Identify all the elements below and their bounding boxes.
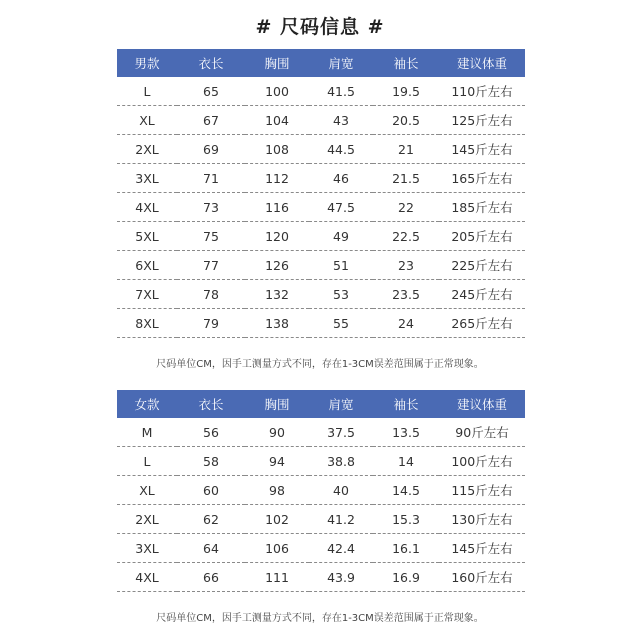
cell-sleeve: 23.5 [373, 280, 439, 309]
table-header-row [117, 49, 525, 77]
cell-size: 4XL [117, 193, 177, 222]
column-header-sleeve: 袖长 [373, 390, 439, 418]
cell-shoulder: 53 [309, 280, 373, 309]
cell-shoulder: 41.5 [309, 77, 373, 106]
cell-length: 60 [177, 476, 245, 505]
column-header-shoulder: 肩宽 [309, 49, 373, 77]
cell-weight: 245斤左右 [439, 280, 525, 309]
cell-length: 66 [177, 563, 245, 592]
table-row [117, 418, 525, 447]
column-header-chest: 胸围 [245, 49, 309, 77]
cell-size: 6XL [117, 251, 177, 280]
cell-length: 67 [177, 106, 245, 135]
cell-sleeve: 21 [373, 135, 439, 164]
cell-size: 3XL [117, 534, 177, 563]
cell-shoulder: 38.8 [309, 447, 373, 476]
cell-weight: 110斤左右 [439, 77, 525, 106]
cell-chest: 120 [245, 222, 309, 251]
cell-size: M [117, 418, 177, 447]
cell-sleeve: 21.5 [373, 164, 439, 193]
cell-chest: 132 [245, 280, 309, 309]
cell-sleeve: 22.5 [373, 222, 439, 251]
men-size-table [117, 49, 525, 338]
cell-size: XL [117, 476, 177, 505]
cell-shoulder: 43.9 [309, 563, 373, 592]
column-header-chest: 胸围 [245, 390, 309, 418]
cell-length: 64 [177, 534, 245, 563]
cell-chest: 108 [245, 135, 309, 164]
cell-sleeve: 23 [373, 251, 439, 280]
table-row [117, 476, 525, 505]
table-row [117, 222, 525, 251]
cell-weight: 100斤左右 [439, 447, 525, 476]
column-header-weight: 建议体重 [439, 49, 525, 77]
cell-size: 8XL [117, 309, 177, 338]
cell-weight: 185斤左右 [439, 193, 525, 222]
cell-sleeve: 19.5 [373, 77, 439, 106]
cell-length: 73 [177, 193, 245, 222]
table-row [117, 563, 525, 592]
cell-chest: 104 [245, 106, 309, 135]
cell-sleeve: 24 [373, 309, 439, 338]
men-measurement-note: 尺码单位CM，因手工测量方式不同，存在1-3CM误差范围属于正常现象。 [156, 359, 484, 370]
women-measurement-note: 尺码单位CM，因手工测量方式不同，存在1-3CM误差范围属于正常现象。 [156, 613, 484, 624]
cell-shoulder: 42.4 [309, 534, 373, 563]
cell-sleeve: 14 [373, 447, 439, 476]
cell-weight: 125斤左右 [439, 106, 525, 135]
cell-weight: 225斤左右 [439, 251, 525, 280]
cell-weight: 115斤左右 [439, 476, 525, 505]
column-header-size: 女款 [117, 390, 177, 418]
cell-shoulder: 43 [309, 106, 373, 135]
table-row [117, 193, 525, 222]
column-header-size: 男款 [117, 49, 177, 77]
cell-size: 2XL [117, 135, 177, 164]
cell-length: 77 [177, 251, 245, 280]
cell-length: 79 [177, 309, 245, 338]
cell-sleeve: 14.5 [373, 476, 439, 505]
cell-shoulder: 40 [309, 476, 373, 505]
cell-length: 78 [177, 280, 245, 309]
cell-weight: 160斤左右 [439, 563, 525, 592]
cell-weight: 90斤左右 [439, 418, 525, 447]
cell-chest: 126 [245, 251, 309, 280]
column-header-shoulder: 肩宽 [309, 390, 373, 418]
cell-shoulder: 44.5 [309, 135, 373, 164]
cell-sleeve: 16.9 [373, 563, 439, 592]
cell-length: 58 [177, 447, 245, 476]
cell-length: 56 [177, 418, 245, 447]
cell-chest: 94 [245, 447, 309, 476]
cell-chest: 98 [245, 476, 309, 505]
cell-chest: 116 [245, 193, 309, 222]
cell-sleeve: 15.3 [373, 505, 439, 534]
cell-size: XL [117, 106, 177, 135]
cell-chest: 112 [245, 164, 309, 193]
cell-weight: 165斤左右 [439, 164, 525, 193]
cell-shoulder: 37.5 [309, 418, 373, 447]
cell-size: 3XL [117, 164, 177, 193]
page-title: # 尺码信息 # [255, 16, 385, 38]
cell-size: L [117, 447, 177, 476]
column-header-length: 衣长 [177, 49, 245, 77]
cell-size: 7XL [117, 280, 177, 309]
cell-length: 65 [177, 77, 245, 106]
table-row [117, 164, 525, 193]
cell-weight: 265斤左右 [439, 309, 525, 338]
cell-sleeve: 13.5 [373, 418, 439, 447]
cell-length: 71 [177, 164, 245, 193]
cell-shoulder: 46 [309, 164, 373, 193]
column-header-weight: 建议体重 [439, 390, 525, 418]
table-row [117, 280, 525, 309]
cell-sleeve: 16.1 [373, 534, 439, 563]
cell-sleeve: 22 [373, 193, 439, 222]
cell-weight: 205斤左右 [439, 222, 525, 251]
cell-weight: 145斤左右 [439, 135, 525, 164]
cell-size: L [117, 77, 177, 106]
cell-size: 2XL [117, 505, 177, 534]
table-row [117, 534, 525, 563]
table-row [117, 505, 525, 534]
table-row [117, 447, 525, 476]
table-header-row [117, 390, 525, 418]
cell-chest: 100 [245, 77, 309, 106]
table-row [117, 77, 525, 106]
cell-weight: 145斤左右 [439, 534, 525, 563]
cell-size: 4XL [117, 563, 177, 592]
cell-length: 69 [177, 135, 245, 164]
table-row [117, 106, 525, 135]
table-row [117, 309, 525, 338]
cell-chest: 90 [245, 418, 309, 447]
women-size-table [117, 390, 525, 592]
cell-sleeve: 20.5 [373, 106, 439, 135]
cell-shoulder: 55 [309, 309, 373, 338]
cell-length: 75 [177, 222, 245, 251]
cell-weight: 130斤左右 [439, 505, 525, 534]
cell-length: 62 [177, 505, 245, 534]
cell-chest: 138 [245, 309, 309, 338]
table-row [117, 135, 525, 164]
column-header-length: 衣长 [177, 390, 245, 418]
column-header-sleeve: 袖长 [373, 49, 439, 77]
cell-shoulder: 41.2 [309, 505, 373, 534]
cell-shoulder: 49 [309, 222, 373, 251]
cell-chest: 111 [245, 563, 309, 592]
cell-chest: 106 [245, 534, 309, 563]
table-row [117, 251, 525, 280]
cell-shoulder: 51 [309, 251, 373, 280]
cell-chest: 102 [245, 505, 309, 534]
cell-shoulder: 47.5 [309, 193, 373, 222]
cell-size: 5XL [117, 222, 177, 251]
